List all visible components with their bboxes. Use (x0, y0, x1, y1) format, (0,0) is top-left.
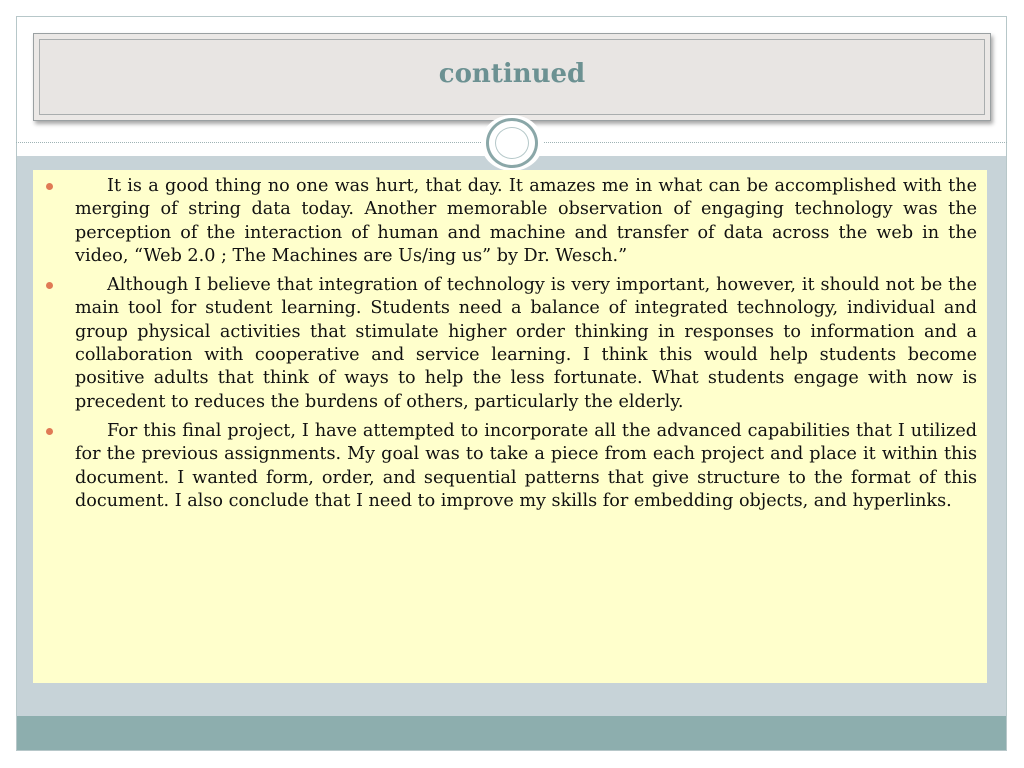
bullet-dot-icon (46, 183, 53, 190)
content-panel (33, 170, 987, 683)
bullet-list (43, 175, 977, 513)
slide-title: continued (438, 59, 586, 89)
bullet-item-2 (43, 274, 977, 414)
bullet-dot-icon (46, 282, 53, 289)
bullet-text-1: It is a good thing no one was hurt, that day. It amazes me in what can be accomplished with the merging of string data today. Another memorable observation of engaging technology was the perception of the interaction of human and machine and transfer of data across the web in the video, “Web 2.0 ; The Machines are Us/ing us” by Dr. Wesch.” (75, 176, 977, 266)
bullet-item-1 (43, 175, 977, 268)
circle-ornament-icon (486, 118, 538, 168)
bullet-text-2: Although I believe that integration of technology is very important, however, it should not be the main tool for student learning. Students need a balance of integrated technology, individual and group physical activities that stimulate higher order thinking in responses to information and a collaboration with cooperative and service learning. I think this would help students become positive adults that think of ways to help the less fortunate. What students engage with now is precedent to reduces the burdens of others, particularly the elderly. (75, 275, 977, 412)
bullet-dot-icon (46, 428, 53, 435)
footer-band (17, 716, 1006, 750)
bullet-text-3: For this final project, I have attempted to incorporate all the advanced capabilities that I utilized for the previous assignments. My goal was to take a piece from each project and place it within this document. I wanted form, order, and sequential patterns that give structure to the format of this document. I also conclude that I need to improve my skills for embedding objects, and hyperlinks. (75, 420, 977, 511)
bullet-item-3 (43, 420, 977, 513)
circle-ornament-inner-ring (495, 127, 529, 159)
title-box-inner (39, 39, 985, 115)
title-box (33, 33, 991, 121)
